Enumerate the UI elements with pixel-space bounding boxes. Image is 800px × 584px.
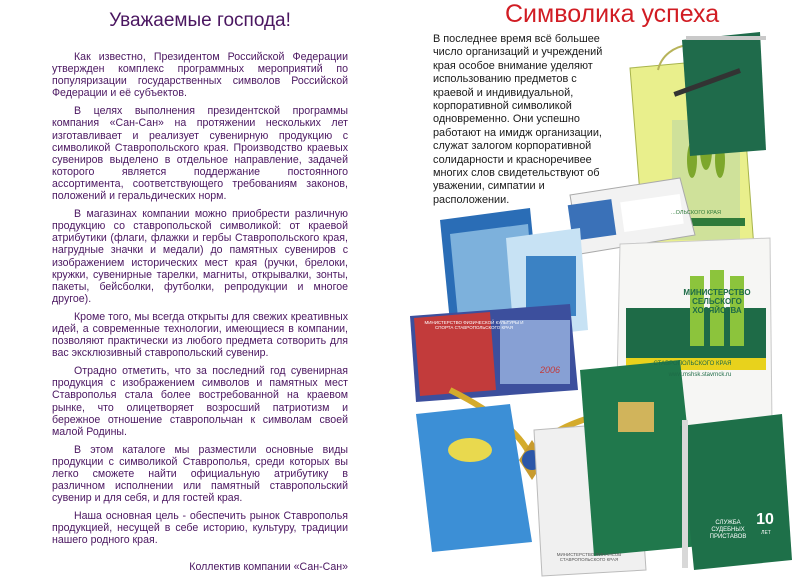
letter-paragraph: Как известно, Президентом Российской Федерации утвержден комплекс программных мероприятий по популяризации государственных символов Российской Федерации и её субъектов.	[52, 51, 348, 100]
section-title: Символика успеха	[505, 0, 720, 28]
bag-subtitle-label: СТАВРОПОЛЬСКОГО КРАЯ	[653, 361, 732, 367]
notebook-number: 10	[756, 511, 774, 528]
gift-bag-label: ...ОЛЬСКОГО КРАЯ	[671, 210, 721, 216]
letter-paragraph: Наша основная цель - обеспечить рынок Ставрополья продукцией, несущей в себе историю, культуру, традиции нашего родного края.	[52, 510, 348, 547]
bag-url-label: www.mshsk.stavrnck.ru	[668, 372, 732, 378]
letter-column	[52, 10, 348, 573]
letter-paragraph: В этом каталоге мы разместили основные виды продукции с символикой Ставрополья, среди которых вы легко сможете найти официальную атрибутику в различном исполнении или памятный ставропольский сувенир и для себя, и для гостей края.	[52, 443, 348, 505]
folder-2006-image	[410, 304, 578, 402]
bag-title-label: МИНИСТЕРСТВО СЕЛЬСКОГО ХОЗЯЙСТВА	[683, 288, 751, 315]
notebook-number-unit: ЛЕТ	[761, 530, 771, 536]
blue-folder-image	[416, 404, 532, 552]
letter-paragraph: В магазинах компании можно приобрести различную продукцию со ставропольской символикой: от краевой атрибутики (флаги, флажки и гербы Ставропольского края, нагрудные значки и медали) до памятных сувениров с изображением исторических мест края (ручки, брелоки, кружки, сувенирные тарелки, магниты, открывалки, зонты, пакеты, бейсболки, футболки, репродукции и многое другое).	[52, 208, 348, 305]
letter-title: Уважаемые господа!	[109, 10, 291, 31]
letter-paragraph: В целях выполнения президентской программы компания «Сан-Сан» на протяжении нескольких лет изготавливает и реализует сувенирную продукцию с символикой Ставропольского края. Производство краевых сувениров выделено в отдельное направление, задачей которого является поддержание постоянного ассортимента, соответствующего требованиям законов, положений и геральдических норм.	[52, 105, 348, 203]
letter-paragraph: Кроме того, мы всегда открыты для свежих креативных идей, а современные технологии, имеющиеся в компании, позволяют практически из любого предмета сотворить для вас эксклюзивный ставропольский сувенир.	[52, 310, 348, 360]
white-folder-label: МИНИСТЕРСТВО ФИНАНСОВ СТАВРОПОЛЬСКОГО КРАЯ	[556, 552, 622, 562]
letter-signature: Коллектив компании «Сан-Сан»	[189, 560, 348, 573]
notebook-label: СЛУЖБА СУДЕБНЫХ ПРИСТАВОВ	[709, 520, 747, 540]
blue-booklet-label: МИНИСТЕРСТВО ФИЗИЧЕСКОЙ КУЛЬТУРЫ И СПОРТА СТАВРОПОЛЬСКОГО КРАЯ	[424, 320, 524, 330]
letter-body	[52, 51, 348, 547]
letter-paragraph: Отрадно отметить, что за последний год сувенирная продукция с изображением символов и памятных мест Ставрополья стала более востребованной на краевом рынке, что олицетворяет возросший патриотизм и бережное отношение ставропольчан к символам своей малой Родины.	[52, 365, 348, 438]
section-text: В последнее время всё большее число организаций и учреждений края особое внимание уделяют использованию предметов с краевой и индивидуальной, корпоративной символикой одновременно. Они успешно работают на имидж организации, служат залогом корпоративной солидарности и красноречивее многих слов свидетельствуют об уважении, симпатии и расположении.	[433, 33, 603, 206]
folder-year-label: 2006	[539, 365, 561, 375]
bailiff-notebook-image	[680, 414, 792, 570]
